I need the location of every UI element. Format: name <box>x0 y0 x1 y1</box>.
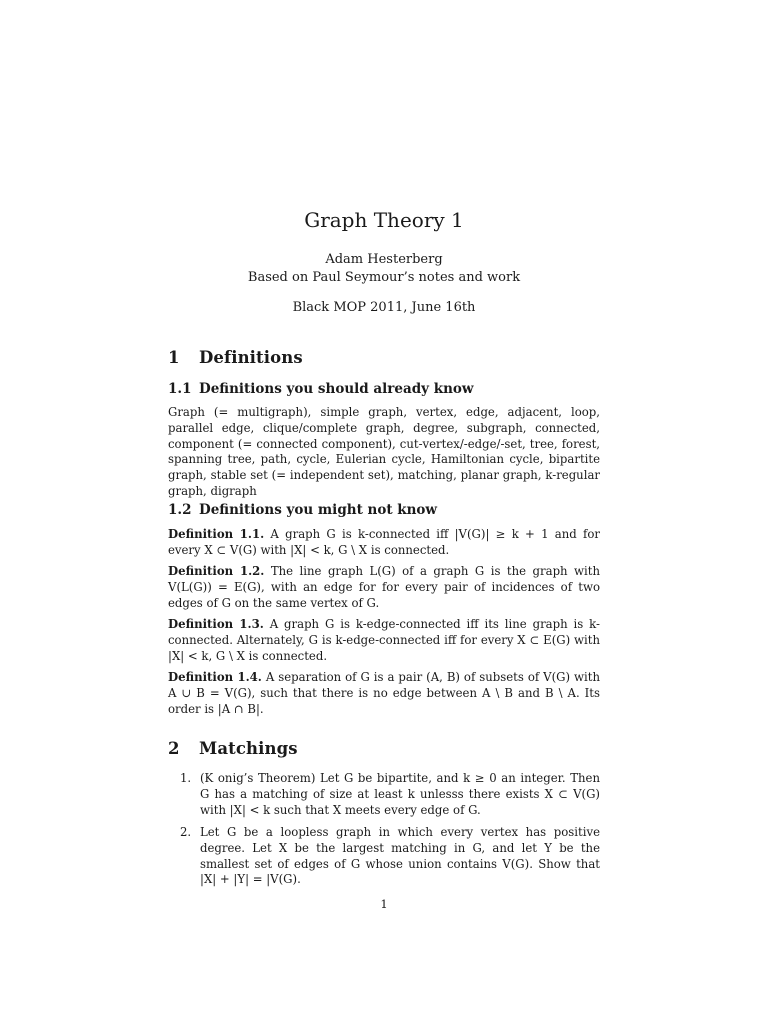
subsection-number: 1.2 <box>168 502 192 518</box>
subsection-heading <box>168 501 600 519</box>
section-number: 1 <box>168 348 180 367</box>
list-item-number: 1. <box>180 771 192 785</box>
section-title: Definitions <box>199 348 303 367</box>
list-item <box>180 825 600 888</box>
list-item <box>180 771 600 818</box>
definition-label: Definition 1.4. <box>168 670 262 684</box>
doc-author: Adam Hesterberg <box>325 252 443 267</box>
list-item-text: (K onig’s Theorem) Let G be bipartite, and k ≥ 0 an integer. Then G has a matching of size at least k unlesss there exists X ⊂ V(G) with |X| < k such that X meets every edge of G. <box>200 771 600 817</box>
definition-block <box>168 670 600 717</box>
section-title: Matchings <box>199 739 298 758</box>
page-number: 1 <box>380 897 388 911</box>
definition-block <box>168 564 600 611</box>
definitions-paragraph: Graph (= multigraph), simple graph, vertex, edge, adjacent, loop, parallel edge, clique/complete graph, degree, subgraph, connected, component (= connected component), cut-vertex/-edge/-set, tree, forest, spanning tree, path, cycle, Eulerian cycle, Hamiltonian cycle, bipartite graph, stable set (= independent set), matching, planar graph, k-regular graph, digraph <box>168 405 600 498</box>
section-number: 2 <box>168 739 180 758</box>
definition-label: Definition 1.2. <box>168 564 265 578</box>
definition-block <box>168 527 600 559</box>
section-heading <box>168 738 600 760</box>
doc-based-on: Based on Paul Seymour’s notes and work <box>247 270 521 285</box>
doc-title: Graph Theory 1 <box>304 208 464 232</box>
list-item-number: 2. <box>180 825 192 839</box>
doc-event: Black MOP 2011, June 16th <box>292 300 476 315</box>
subsection-number: 1.1 <box>168 381 192 397</box>
definition-label: Definition 1.3. <box>168 617 264 631</box>
definition-text: The line graph L(G) of a graph G is the graph with V(L(G)) = E(G), with an edge for for every pair of incidences of two edges of G on the same vertex of G. <box>168 564 601 610</box>
subsection-heading <box>168 380 600 398</box>
definition-block <box>168 617 600 664</box>
section-heading <box>168 347 600 369</box>
list-item-text: Let G be a loopless graph in which every vertex has positive degree. Let X be the largest matching in G, and let Y be the smallest set of edges of G whose union contains V(G). Show that |X| + |Y| = |V(G). <box>200 825 600 887</box>
definition-text: A separation of G is a pair (A, B) of subsets of V(G) with A ∪ B = V(G), such that there is no edge between A \ B and B \ A. Its order is |A ∩ B|. <box>168 670 601 716</box>
subsection-title: Definitions you might not know <box>199 502 438 518</box>
definition-text: A graph G is k-connected iff |V(G)| ≥ k + 1 and for every X ⊂ V(G) with |X| < k, G \ X is connected. <box>168 527 600 557</box>
definition-text: A graph G is k-edge-connected iff its line graph is k-connected. Alternately, G is k-edge-connected iff for every X ⊂ E(G) with |X| < k, G \ X is connected. <box>168 617 601 663</box>
definition-label: Definition 1.1. <box>168 527 265 541</box>
subsection-title: Definitions you should already know <box>199 381 474 397</box>
